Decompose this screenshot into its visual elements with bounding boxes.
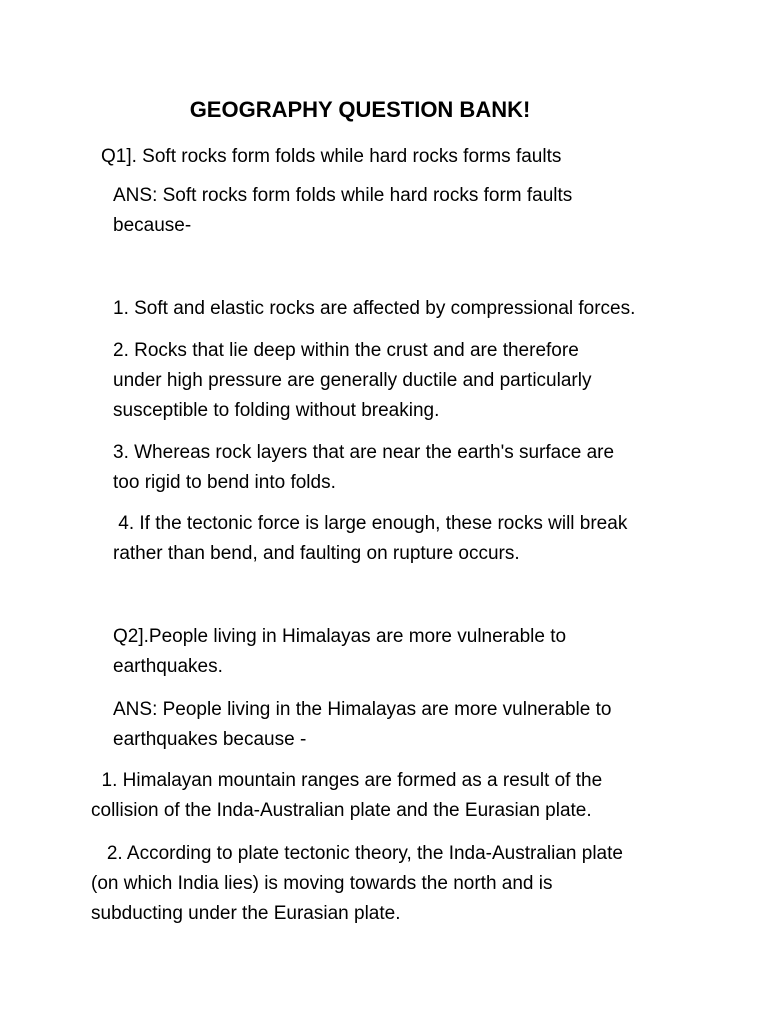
q1-point-3 — [113, 438, 614, 498]
q1-point-2 — [113, 336, 591, 426]
q1-point-2-line-1: 2. Rocks that lie deep within the crust and are therefore — [113, 340, 579, 361]
q1-point-4 — [113, 509, 627, 569]
q1-point-2-line-2: under high pressure are generally ductile and particularly — [113, 370, 592, 391]
q1-point-1-line-1: 1. Soft and elastic rocks are affected by compressional forces. — [113, 298, 636, 319]
q2-point-2 — [91, 839, 623, 929]
q2-answer-line-1: ANS: People living in the Himalayas are more vulnerable to — [113, 699, 612, 720]
q2-point-1-line-1: 1. Himalayan mountain ranges are formed as a result of the — [91, 770, 603, 791]
q2-point-2-line-1: 2. According to plate tectonic theory, the Inda-Australian plate — [91, 843, 623, 864]
q1-point-2-line-3: susceptible to folding without breaking. — [113, 400, 440, 421]
q1-answer-line-1: ANS: Soft rocks form folds while hard rocks form faults — [113, 185, 573, 206]
q2-answer — [113, 695, 611, 755]
q2-question — [113, 622, 566, 682]
q2-point-2-line-3: subducting under the Eurasian plate. — [91, 903, 401, 924]
q2-point-1-line-2: collision of the Inda-Australian plate and the Eurasian plate. — [91, 800, 592, 821]
q2-point-1 — [91, 766, 602, 826]
q1-point-3-line-1: 3. Whereas rock layers that are near the earth's surface are — [113, 442, 615, 463]
page-title: GEOGRAPHY QUESTION BANK! — [189, 97, 531, 122]
q1-point-1 — [113, 294, 635, 324]
q2-point-2-line-2: (on which India lies) is moving towards the north and is — [91, 873, 553, 894]
q1-point-4-line-2: rather than bend, and faulting on rupture occurs. — [113, 543, 520, 564]
q2-question-line-2: earthquakes. — [113, 656, 223, 677]
q1-question — [101, 142, 561, 172]
q2-answer-line-2: earthquakes because - — [113, 729, 307, 750]
q1-answer-line-2: because- — [113, 215, 192, 236]
q1-answer — [113, 181, 572, 241]
q1-point-4-line-1: 4. If the tectonic force is large enough, these rocks will break — [113, 513, 628, 534]
q1-question-text: Q1]. Soft rocks form folds while hard rocks forms faults — [101, 146, 562, 167]
q2-question-line-1: Q2].People living in Himalayas are more vulnerable to — [113, 626, 567, 647]
q1-point-3-line-2: too rigid to bend into folds. — [113, 472, 336, 493]
